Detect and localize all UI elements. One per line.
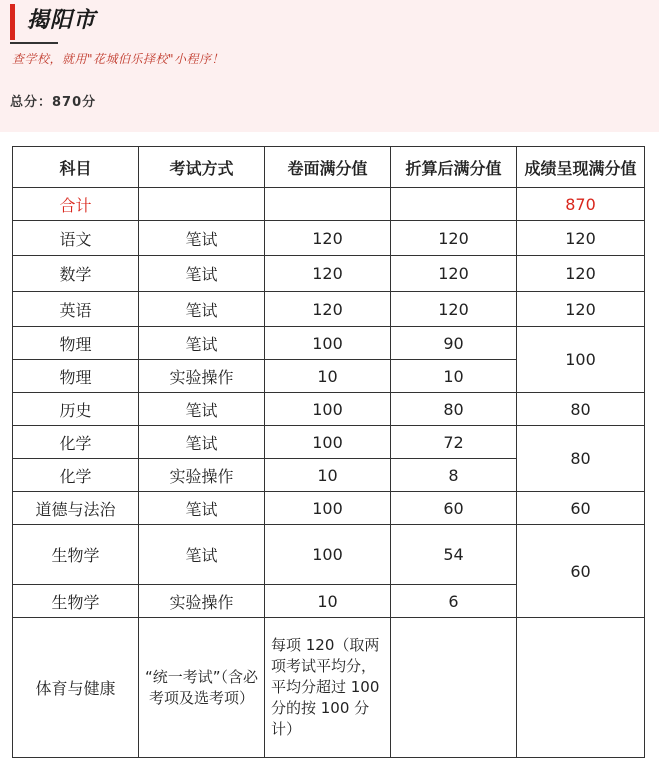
cell-paper: 120: [265, 292, 391, 327]
cell-method: “统一考试”（含必考项及选考项）: [139, 618, 265, 758]
cell-presented: 120: [517, 292, 645, 327]
cell-converted: 8: [391, 459, 517, 492]
cell-converted: [391, 618, 517, 758]
table-row: [13, 618, 645, 758]
cell-converted: 10: [391, 360, 517, 393]
cell-paper: 100: [265, 492, 391, 525]
cell-paper: 100: [265, 426, 391, 459]
cell-presented: 60: [517, 525, 645, 618]
cell-method: 笔试: [139, 292, 265, 327]
cell-converted: 54: [391, 525, 517, 585]
cell-presented: 120: [517, 221, 645, 256]
cell-method: 笔试: [139, 525, 265, 585]
cell-presented: 80: [517, 393, 645, 426]
cell-method: 实验操作: [139, 459, 265, 492]
cell-subject: 化学: [13, 426, 139, 459]
cell-subject: 道德与法治: [13, 492, 139, 525]
header-converted-score: 折算后满分值: [391, 147, 517, 188]
cell-method: 笔试: [139, 221, 265, 256]
table-header-row: [13, 147, 645, 188]
cell-converted: 120: [391, 292, 517, 327]
cell-paper: 每项 120（取两项考试平均分，平均分超过 100 分的按 100 分计）: [265, 618, 391, 758]
cell-subject: 生物学: [13, 585, 139, 618]
cell-paper: 10: [265, 360, 391, 393]
city-title: 揭阳市: [27, 8, 97, 33]
cell-converted: 60: [391, 492, 517, 525]
cell-method: 笔试: [139, 393, 265, 426]
cell-method: 笔试: [139, 492, 265, 525]
cell-converted: 80: [391, 393, 517, 426]
score-table-container: [12, 146, 644, 758]
cell-converted: [391, 188, 517, 221]
table-row: [13, 393, 645, 426]
cell-presented: 120: [517, 256, 645, 292]
cell-method: [139, 188, 265, 221]
cell-converted: 90: [391, 327, 517, 360]
cell-presented: 80: [517, 426, 645, 492]
cell-subject: 体育与健康: [13, 618, 139, 758]
header-subject: 科目: [13, 147, 139, 188]
promo-subtitle[interactable]: 查学校，就用"花城伯乐择校"小程序！: [12, 52, 225, 66]
header-presented-score: 成绩呈现满分值: [517, 147, 645, 188]
cell-presented: 60: [517, 492, 645, 525]
cell-paper: 100: [265, 327, 391, 360]
cell-subject: 历史: [13, 393, 139, 426]
table-row-total: [13, 188, 645, 221]
cell-method: 笔试: [139, 256, 265, 292]
table-row: [13, 256, 645, 292]
cell-method: 笔试: [139, 327, 265, 360]
cell-method: 实验操作: [139, 360, 265, 393]
table-row: [13, 221, 645, 256]
cell-subject: 数学: [13, 256, 139, 292]
total-score: 总分：870分: [10, 95, 97, 110]
table-row: [13, 292, 645, 327]
cell-converted: 72: [391, 426, 517, 459]
cell-paper: 10: [265, 459, 391, 492]
cell-subject: 合计: [13, 188, 139, 221]
table-row: [13, 492, 645, 525]
cell-subject: 化学: [13, 459, 139, 492]
cell-presented: 870: [517, 188, 645, 221]
cell-paper: 100: [265, 525, 391, 585]
table-row: [13, 525, 645, 585]
title-underline: [10, 42, 58, 44]
header-method: 考试方式: [139, 147, 265, 188]
table-row: [13, 426, 645, 459]
cell-converted: 120: [391, 221, 517, 256]
cell-paper: 10: [265, 585, 391, 618]
cell-converted: 120: [391, 256, 517, 292]
cell-subject: 生物学: [13, 525, 139, 585]
score-table: [12, 146, 645, 758]
cell-method: 实验操作: [139, 585, 265, 618]
cell-paper: 120: [265, 256, 391, 292]
cell-presented: 100: [517, 327, 645, 393]
cell-subject: 英语: [13, 292, 139, 327]
cell-paper: [265, 188, 391, 221]
cell-converted: 6: [391, 585, 517, 618]
city-heading: [10, 4, 96, 40]
cell-presented: [517, 618, 645, 758]
header-paper-score: 卷面满分值: [265, 147, 391, 188]
cell-subject: 语文: [13, 221, 139, 256]
cell-subject: 物理: [13, 360, 139, 393]
cell-subject: 物理: [13, 327, 139, 360]
cell-method: 笔试: [139, 426, 265, 459]
table-row: [13, 327, 645, 360]
cell-paper: 100: [265, 393, 391, 426]
cell-paper: 120: [265, 221, 391, 256]
